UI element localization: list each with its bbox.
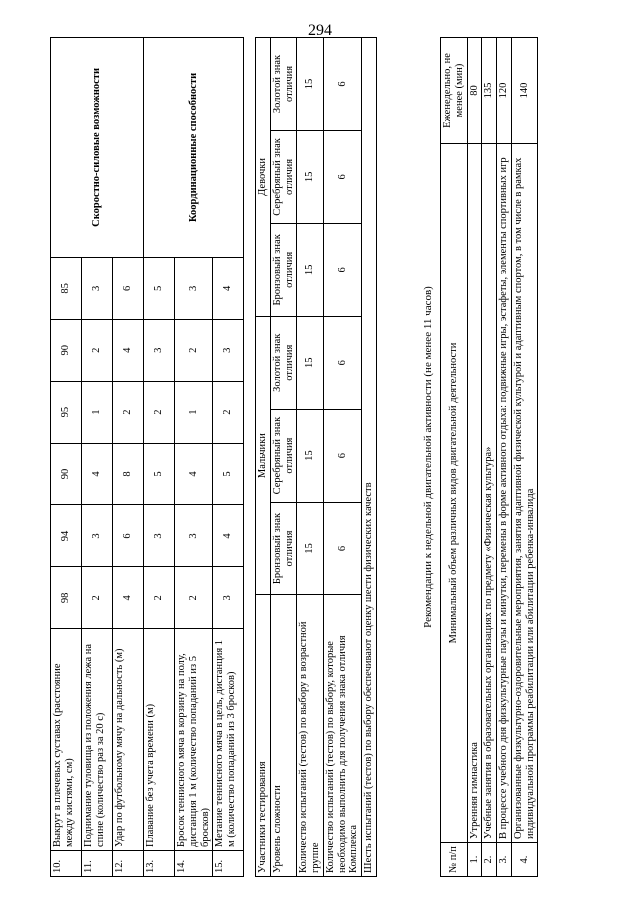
table-cell: 2: [175, 567, 213, 629]
table-cell: 15: [297, 409, 324, 502]
table-cell: 8: [113, 443, 144, 505]
table-cell: 1: [175, 381, 213, 443]
table-cell: 94: [51, 505, 82, 567]
table-row: [144, 38, 175, 877]
girls-bronze: Бронзовый знак отличия: [270, 223, 297, 316]
table-cell: 6: [323, 223, 361, 316]
row-number: 4.: [511, 843, 538, 877]
row-number: 10.: [51, 851, 82, 877]
table-cell: 4: [213, 505, 244, 567]
rotated-content: [50, 37, 610, 877]
table-cell: 90: [51, 319, 82, 381]
row-number: 11.: [82, 851, 113, 877]
level-label: Уровень сложности: [270, 595, 297, 877]
table-cell: 4: [113, 567, 144, 629]
table-cell: 15: [297, 316, 324, 409]
header-minutes: Еженедельно, не менее (мин): [441, 38, 468, 144]
row-number: 2.: [482, 843, 497, 877]
girls-header: Девочки: [256, 38, 271, 317]
table-cell: 5: [213, 443, 244, 505]
activity-name: Утренняя гимнастика: [467, 143, 482, 842]
table-cell: 3: [175, 505, 213, 567]
row-number: 13.: [144, 851, 175, 877]
activity-name: Учебные занятия в образовательных организациях по предмету «Физическая культура»: [482, 143, 497, 842]
test-name: Метание теннисного мяча в цель, дистанция 1 м (количество попаданий из 3 бросков): [213, 629, 244, 851]
test-name: Бросок теннисного мяча в корзину на полу, дистанция 1 м (количество попаданий из 5 бросков): [175, 629, 213, 851]
table-cell: 95: [51, 381, 82, 443]
table-cell: 6: [113, 257, 144, 319]
minutes-value: 135: [482, 38, 497, 144]
table-cell: 2: [213, 381, 244, 443]
row-number: 15.: [213, 851, 244, 877]
table-note: Шесть испытаний (тестов) по выбору обеспечивают оценку шести физических качеств: [362, 38, 377, 877]
activity-table-title: Рекомендации к недельной двигательной активности (не менее 11 часов): [422, 286, 434, 628]
table-cell: 4: [113, 319, 144, 381]
activity-name: В процессе учебного дня физкультурные паузы и минутки, перемены в форме активного отдыха: подвижные игры, эстафеты, элементы спортивных игр: [497, 143, 512, 842]
test-count-table: [255, 37, 377, 877]
test-name: Поднимание туловища из положения лежа на спине (количество раз за 20 с): [82, 629, 113, 851]
table-row: [482, 38, 497, 877]
table-cell: 6: [323, 130, 361, 223]
table-row: [467, 38, 482, 877]
norms-table: [50, 37, 244, 877]
boys-gold: Золотой знак отличия: [270, 316, 297, 409]
table-row: [51, 38, 82, 877]
table-cell: 2: [113, 381, 144, 443]
table-cell: 1: [82, 381, 113, 443]
table-cell: 3: [213, 319, 244, 381]
table-cell: 3: [213, 567, 244, 629]
table-cell: 15: [297, 38, 324, 131]
table-cell: 6: [323, 502, 361, 595]
weekly-activity-table: [440, 37, 538, 877]
table-cell: 98: [51, 567, 82, 629]
table-cell: 85: [51, 257, 82, 319]
table-cell: 2: [82, 567, 113, 629]
tests-required-label: Количество испытаний (тестов) по выбору, которые необходимо выполнить для получения знака отличия Комплекса: [323, 595, 361, 877]
table-cell: 5: [144, 257, 175, 319]
table-cell: 4: [82, 443, 113, 505]
table-cell: 2: [144, 381, 175, 443]
table-cell: 2: [175, 319, 213, 381]
table-row: [511, 38, 538, 877]
table-cell: 6: [323, 316, 361, 409]
row-number: 3.: [497, 843, 512, 877]
table-cell: 15: [297, 130, 324, 223]
boys-silver: Серебряный знак отличия: [270, 409, 297, 502]
table-cell: 15: [297, 223, 324, 316]
table-cell: 3: [175, 257, 213, 319]
minutes-value: 120: [497, 38, 512, 144]
table-cell: 15: [297, 502, 324, 595]
test-name: Плавание без учета времени (м): [144, 629, 175, 851]
table-cell: 4: [175, 443, 213, 505]
group-label-speed-strength: Скоростно-силовые возможности: [51, 38, 144, 258]
table-cell: 2: [144, 567, 175, 629]
activity-name: Организованные физкультурно-оздоровительные мероприятия, занятия адаптивной физической культурой и адаптивным спортом, в том числе в рамках индивидуальной программы реабилитации или абилитации ребенка-инвалида: [511, 143, 538, 842]
minutes-value: 140: [511, 38, 538, 144]
table-cell: 3: [82, 257, 113, 319]
table-cell: 3: [144, 505, 175, 567]
header-activity: Минимальный объем различных видов двигательной деятельности: [441, 143, 468, 842]
test-name: Выкрут в плечевых суставах (расстояние между кистями, см): [51, 629, 82, 851]
girls-gold: Золотой знак отличия: [270, 38, 297, 131]
table-cell: 4: [213, 257, 244, 319]
table-cell: 6: [323, 38, 361, 131]
page-number: 294: [308, 22, 332, 39]
test-name: Удар по футбольному мячу на дальность (м): [113, 629, 144, 851]
table-cell: 3: [144, 319, 175, 381]
group-label-coordination: Координационные способности: [144, 38, 244, 258]
table-cell: 2: [82, 319, 113, 381]
participants-label: Участники тестирования: [256, 595, 271, 877]
table-row: [497, 38, 512, 877]
tests-in-group-label: Количество испытаний (тестов) по выбору в возрастной группе: [297, 595, 324, 877]
table-cell: 90: [51, 443, 82, 505]
table-cell: 5: [144, 443, 175, 505]
boys-bronze: Бронзовый знак отличия: [270, 502, 297, 595]
table-cell: 3: [82, 505, 113, 567]
minutes-value: 80: [467, 38, 482, 144]
row-number: 1.: [467, 843, 482, 877]
boys-header: Мальчики: [256, 316, 271, 595]
row-number: 12.: [113, 851, 144, 877]
header-num: № п/п: [441, 843, 468, 877]
table-cell: 6: [323, 409, 361, 502]
row-number: 14.: [175, 851, 213, 877]
girls-silver: Серебряный знак отличия: [270, 130, 297, 223]
table-cell: 6: [113, 505, 144, 567]
